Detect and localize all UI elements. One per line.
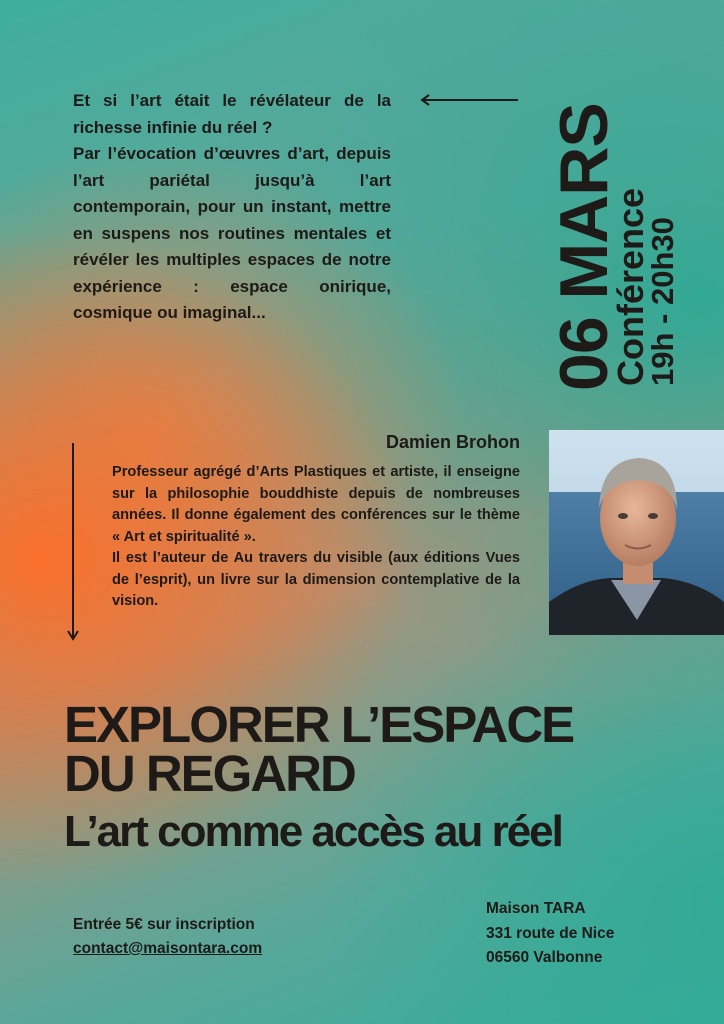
speaker-bio <box>112 462 520 613</box>
arrow-left-icon <box>420 94 518 106</box>
event-time: 19h - 20h30 <box>645 217 680 386</box>
intro-text <box>73 88 391 327</box>
arrow-down-icon <box>66 443 80 643</box>
speaker-bio-2: Il est l’auteur de Au travers du visible (aux éditions Vues de l’esprit), un livre sur la dimension contemplative de la vision. <box>112 550 520 609</box>
main-title-line-1: EXPLORER L’ESPACE <box>64 696 574 753</box>
main-subtitle: L’art comme accès au réel <box>64 807 562 856</box>
speaker-name: Damien Brohon <box>385 432 520 452</box>
event-date-block <box>546 86 688 391</box>
event-date: 06 MARS <box>546 103 622 391</box>
contact-email-link[interactable]: contact@maisontara.com <box>73 940 263 957</box>
venue-city: 06560 Valbonne <box>486 949 603 966</box>
speaker-bio-1: Professeur agrégé d’Arts Plastiques et artiste, il enseigne sur la philosophie bouddhiste depuis de nombreuses années. Il donne également des conférences sur le thème « Art et spiritualité ». <box>112 464 520 545</box>
main-title-line-2: DU REGARD <box>64 745 355 802</box>
intro-body: Par l’évocation d’œuvres d’art, depuis l’art pariétal jusqu’à l’art contemporain, pour un instant, mettre en suspens nos routines mentales et révéler les multiples espaces de notre expérience : espace onirique, cosmique ou imaginal... <box>73 144 391 322</box>
entry-fee: Entrée 5€ sur inscription <box>73 916 255 933</box>
venue-address <box>486 897 614 971</box>
main-title <box>64 696 704 802</box>
entry-info <box>73 913 262 961</box>
event-type: Conférence <box>610 187 651 386</box>
intro-question: Et si l’art était le révélateur de la richesse infinie du réel ? <box>73 91 391 137</box>
venue-street: 331 route de Nice <box>486 924 615 942</box>
speaker-photo <box>549 430 724 635</box>
venue-name: Maison TARA <box>486 900 586 917</box>
